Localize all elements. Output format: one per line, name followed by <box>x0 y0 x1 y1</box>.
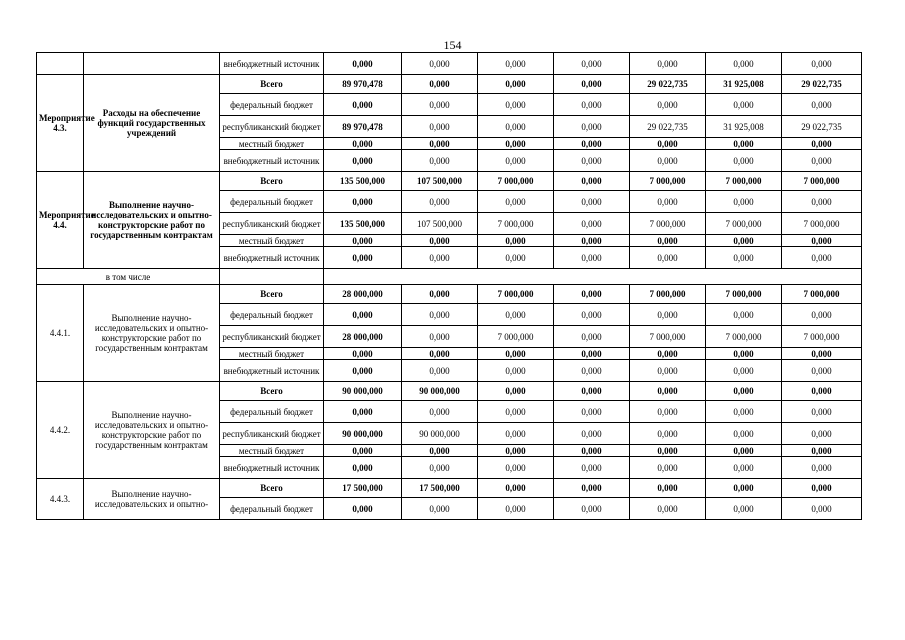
source-label: местный бюджет <box>220 348 324 360</box>
value-cell: 0,000 <box>478 53 554 75</box>
value-cell: 0,000 <box>782 348 862 360</box>
value-cell: 0,000 <box>478 401 554 423</box>
source-label: Всего <box>220 382 324 401</box>
value-cell: 0,000 <box>706 348 782 360</box>
value-cell: 0,000 <box>706 235 782 247</box>
value-cell: 0,000 <box>630 382 706 401</box>
value-cell: 0,000 <box>706 191 782 213</box>
value-cell: 29 022,735 <box>630 75 706 94</box>
budget-table <box>36 52 862 520</box>
value-cell: 0,000 <box>402 326 478 348</box>
value-cell: 0,000 <box>554 53 630 75</box>
value-cell: 7 000,000 <box>706 213 782 235</box>
value-cell: 7 000,000 <box>706 285 782 304</box>
value-cell: 0,000 <box>478 138 554 150</box>
value-cell: 90 000,000 <box>402 423 478 445</box>
value-cell: 0,000 <box>554 235 630 247</box>
value-cell: 0,000 <box>324 247 402 269</box>
value-cell: 0,000 <box>706 445 782 457</box>
value-cell: 29 022,735 <box>630 116 706 138</box>
value-cell: 0,000 <box>706 479 782 498</box>
value-cell: 0,000 <box>324 53 402 75</box>
source-label: Всего <box>220 172 324 191</box>
table-row <box>37 479 862 498</box>
value-cell: 0,000 <box>324 445 402 457</box>
value-cell: 0,000 <box>402 235 478 247</box>
value-cell: 0,000 <box>782 457 862 479</box>
value-cell: 0,000 <box>782 235 862 247</box>
value-cell: 0,000 <box>630 53 706 75</box>
value-cell: 0,000 <box>706 498 782 520</box>
value-cell: 0,000 <box>478 247 554 269</box>
value-cell: 0,000 <box>478 94 554 116</box>
activity-name: Выполнение научно-исследовательских и опытно-конструкторские работ по государственным контрактам <box>84 382 220 479</box>
activity-name: Выполнение научно-исследовательских и опытно-конструкторские работ по государственным контрактам <box>84 285 220 382</box>
value-cell: 0,000 <box>402 138 478 150</box>
activity-code: 4.4.2. <box>37 382 84 479</box>
value-cell: 0,000 <box>402 401 478 423</box>
value-cell: 0,000 <box>554 116 630 138</box>
value-cell: 0,000 <box>554 247 630 269</box>
value-cell: 0,000 <box>324 498 402 520</box>
value-cell: 7 000,000 <box>630 326 706 348</box>
value-cell: 0,000 <box>324 348 402 360</box>
value-cell: 7 000,000 <box>706 172 782 191</box>
activity-name: Выполнение научно-исследовательских и опытно- <box>84 479 220 520</box>
table-row <box>37 269 862 285</box>
value-cell: 107 500,000 <box>402 172 478 191</box>
source-label: местный бюджет <box>220 235 324 247</box>
value-cell: 0,000 <box>706 401 782 423</box>
table-row <box>37 382 862 401</box>
value-cell: 29 022,735 <box>782 116 862 138</box>
value-cell: 0,000 <box>706 138 782 150</box>
value-cell: 0,000 <box>554 445 630 457</box>
value-cell: 0,000 <box>324 235 402 247</box>
value-cell: 0,000 <box>630 423 706 445</box>
value-cell: 0,000 <box>782 53 862 75</box>
value-cell: 0,000 <box>324 150 402 172</box>
value-cell: 0,000 <box>782 150 862 172</box>
value-cell: 7 000,000 <box>630 172 706 191</box>
value-cell: 0,000 <box>324 304 402 326</box>
value-cell: 0,000 <box>630 304 706 326</box>
source-label: местный бюджет <box>220 445 324 457</box>
value-cell: 31 925,008 <box>706 75 782 94</box>
value-cell: 28 000,000 <box>324 285 402 304</box>
source-label: Всего <box>220 75 324 94</box>
value-cell: 0,000 <box>402 285 478 304</box>
value-cell: 0,000 <box>478 382 554 401</box>
value-cell: 0,000 <box>554 285 630 304</box>
value-cell: 89 970,478 <box>324 116 402 138</box>
value-cell: 0,000 <box>554 191 630 213</box>
value-cell: 0,000 <box>554 348 630 360</box>
value-cell: 0,000 <box>554 304 630 326</box>
value-cell: 0,000 <box>630 479 706 498</box>
activity-name: Расходы на обеспечение функций государственных учреждений <box>84 75 220 172</box>
source-label: местный бюджет <box>220 138 324 150</box>
value-cell: 0,000 <box>478 235 554 247</box>
value-cell: 0,000 <box>478 348 554 360</box>
value-cell: 0,000 <box>554 423 630 445</box>
value-cell: 0,000 <box>706 247 782 269</box>
value-cell: 7 000,000 <box>706 326 782 348</box>
value-cell: 0,000 <box>630 235 706 247</box>
activity-code: 4.4.3. <box>37 479 84 520</box>
source-label: республиканский бюджет <box>220 423 324 445</box>
value-cell: 0,000 <box>478 191 554 213</box>
value-cell: 0,000 <box>402 191 478 213</box>
value-cell: 0,000 <box>554 401 630 423</box>
value-cell: 0,000 <box>554 382 630 401</box>
value-cell: 0,000 <box>782 498 862 520</box>
value-cell: 7 000,000 <box>478 326 554 348</box>
value-cell: 0,000 <box>706 304 782 326</box>
value-cell: 0,000 <box>554 457 630 479</box>
value-cell: 0,000 <box>402 94 478 116</box>
value-cell: 0,000 <box>630 360 706 382</box>
value-cell: 0,000 <box>324 457 402 479</box>
value-cell: 0,000 <box>706 382 782 401</box>
empty-cell <box>324 269 862 285</box>
activity-name: Выполнение научно-исследовательских и опытно-конструкторские работ по государственным контрактам <box>84 172 220 269</box>
value-cell: 0,000 <box>402 150 478 172</box>
value-cell: 0,000 <box>782 382 862 401</box>
value-cell: 0,000 <box>478 75 554 94</box>
value-cell: 7 000,000 <box>478 285 554 304</box>
value-cell: 7 000,000 <box>782 285 862 304</box>
value-cell: 0,000 <box>630 138 706 150</box>
budget-table-body <box>37 53 862 520</box>
value-cell: 0,000 <box>706 53 782 75</box>
value-cell: 0,000 <box>706 360 782 382</box>
value-cell: 0,000 <box>554 213 630 235</box>
value-cell: 0,000 <box>706 457 782 479</box>
value-cell: 0,000 <box>630 348 706 360</box>
value-cell: 0,000 <box>782 360 862 382</box>
source-label: федеральный бюджет <box>220 94 324 116</box>
value-cell: 0,000 <box>478 479 554 498</box>
source-label: внебюджетный источник <box>220 247 324 269</box>
table-row <box>37 53 862 75</box>
source-label: республиканский бюджет <box>220 326 324 348</box>
value-cell: 0,000 <box>630 94 706 116</box>
value-cell: 0,000 <box>554 479 630 498</box>
value-cell: 0,000 <box>402 53 478 75</box>
value-cell: 135 500,000 <box>324 172 402 191</box>
value-cell: 0,000 <box>324 138 402 150</box>
value-cell: 0,000 <box>782 401 862 423</box>
value-cell: 0,000 <box>478 445 554 457</box>
source-label: федеральный бюджет <box>220 498 324 520</box>
value-cell: 7 000,000 <box>630 213 706 235</box>
value-cell: 0,000 <box>402 445 478 457</box>
value-cell: 0,000 <box>402 75 478 94</box>
value-cell: 0,000 <box>782 479 862 498</box>
value-cell: 0,000 <box>478 150 554 172</box>
value-cell: 0,000 <box>478 304 554 326</box>
activity-code: 4.4.1. <box>37 285 84 382</box>
value-cell: 0,000 <box>402 304 478 326</box>
value-cell: 0,000 <box>324 94 402 116</box>
value-cell: 0,000 <box>554 138 630 150</box>
page-number: 154 <box>443 38 462 52</box>
table-row <box>37 75 862 94</box>
activity-code: Мероприятие 4.3. <box>37 75 84 172</box>
value-cell: 0,000 <box>630 150 706 172</box>
source-label: федеральный бюджет <box>220 401 324 423</box>
value-cell: 0,000 <box>782 445 862 457</box>
value-cell: 0,000 <box>782 423 862 445</box>
source-label: внебюджетный источник <box>220 457 324 479</box>
value-cell: 0,000 <box>554 172 630 191</box>
value-cell: 0,000 <box>478 116 554 138</box>
value-cell: 7 000,000 <box>478 172 554 191</box>
name-cell <box>84 53 220 75</box>
value-cell: 0,000 <box>782 138 862 150</box>
value-cell: 0,000 <box>630 498 706 520</box>
value-cell: 0,000 <box>478 360 554 382</box>
value-cell: 0,000 <box>630 401 706 423</box>
value-cell: 7 000,000 <box>478 213 554 235</box>
value-cell: 107 500,000 <box>402 213 478 235</box>
value-cell: 0,000 <box>478 423 554 445</box>
value-cell: 17 500,000 <box>402 479 478 498</box>
value-cell: 0,000 <box>706 423 782 445</box>
source-label: республиканский бюджет <box>220 116 324 138</box>
value-cell: 0,000 <box>782 247 862 269</box>
value-cell: 0,000 <box>402 360 478 382</box>
value-cell: 0,000 <box>554 150 630 172</box>
code-cell <box>37 53 84 75</box>
value-cell: 90 000,000 <box>324 423 402 445</box>
value-cell: 29 022,735 <box>782 75 862 94</box>
value-cell: 0,000 <box>782 94 862 116</box>
including-label: в том числе <box>37 269 220 285</box>
table-row <box>37 172 862 191</box>
value-cell: 7 000,000 <box>782 326 862 348</box>
value-cell: 0,000 <box>782 304 862 326</box>
value-cell: 0,000 <box>324 191 402 213</box>
source-label: республиканский бюджет <box>220 213 324 235</box>
value-cell: 17 500,000 <box>324 479 402 498</box>
source-label: Всего <box>220 479 324 498</box>
value-cell: 0,000 <box>402 348 478 360</box>
value-cell: 0,000 <box>782 191 862 213</box>
value-cell: 0,000 <box>554 94 630 116</box>
value-cell: 0,000 <box>554 498 630 520</box>
value-cell: 0,000 <box>630 247 706 269</box>
value-cell: 0,000 <box>478 498 554 520</box>
value-cell: 0,000 <box>324 360 402 382</box>
value-cell: 0,000 <box>554 75 630 94</box>
source-label: федеральный бюджет <box>220 191 324 213</box>
value-cell: 0,000 <box>630 191 706 213</box>
value-cell: 28 000,000 <box>324 326 402 348</box>
value-cell: 0,000 <box>706 94 782 116</box>
value-cell: 90 000,000 <box>324 382 402 401</box>
source-label: внебюджетный источник <box>220 53 324 75</box>
value-cell: 0,000 <box>554 326 630 348</box>
value-cell: 0,000 <box>630 445 706 457</box>
value-cell: 0,000 <box>706 150 782 172</box>
value-cell: 0,000 <box>402 247 478 269</box>
value-cell: 0,000 <box>554 360 630 382</box>
value-cell: 0,000 <box>630 457 706 479</box>
value-cell: 7 000,000 <box>630 285 706 304</box>
empty-cell <box>220 269 324 285</box>
source-label: Всего <box>220 285 324 304</box>
value-cell: 0,000 <box>402 116 478 138</box>
value-cell: 0,000 <box>324 401 402 423</box>
value-cell: 7 000,000 <box>782 172 862 191</box>
value-cell: 89 970,478 <box>324 75 402 94</box>
value-cell: 31 925,008 <box>706 116 782 138</box>
value-cell: 90 000,000 <box>402 382 478 401</box>
value-cell: 7 000,000 <box>782 213 862 235</box>
activity-code: Мероприятие 4.4. <box>37 172 84 269</box>
value-cell: 0,000 <box>402 498 478 520</box>
source-label: внебюджетный источник <box>220 360 324 382</box>
table-row <box>37 285 862 304</box>
value-cell: 135 500,000 <box>324 213 402 235</box>
value-cell: 0,000 <box>478 457 554 479</box>
source-label: внебюджетный источник <box>220 150 324 172</box>
value-cell: 0,000 <box>402 457 478 479</box>
source-label: федеральный бюджет <box>220 304 324 326</box>
